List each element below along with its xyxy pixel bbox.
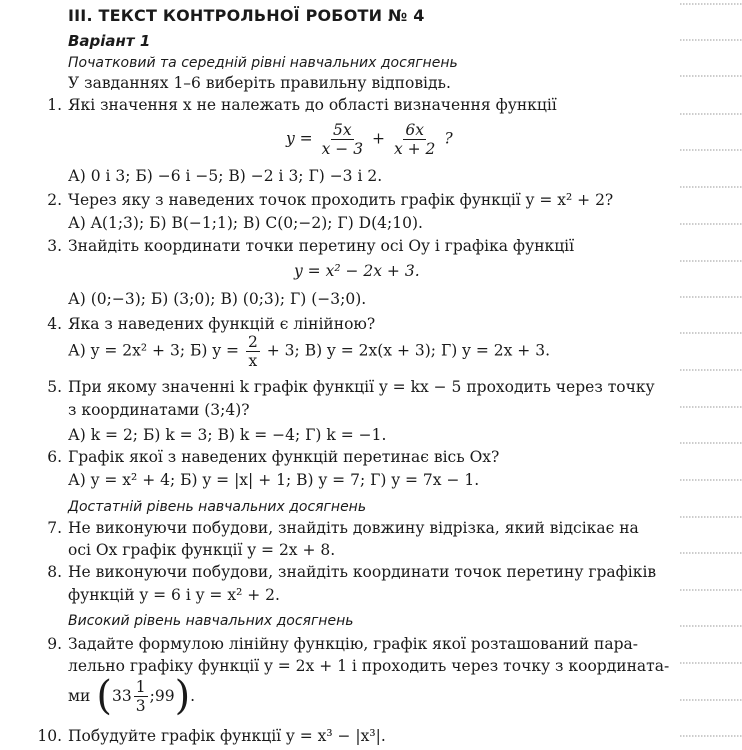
task-number: 5. <box>47 378 62 396</box>
task-1-text: Які значення x не належать до області визначення функції <box>68 96 557 114</box>
task-8-text: Не виконуючи побудови, знайдіть координати точок перетину графіків <box>68 563 657 581</box>
frac-num: 5x <box>333 121 352 139</box>
task-1-formula <box>286 121 453 158</box>
question-mark: ? <box>444 129 453 148</box>
task-number: 6. <box>47 448 62 466</box>
task-4-text: Яка з наведених функцій є лінійною? <box>68 315 376 333</box>
task-2-answers: А) A(1;3); Б) B(−1;1); В) C(0;−2); Г) D(4;10). <box>68 214 423 232</box>
task-number: 4. <box>47 315 62 333</box>
test-title: III. ТЕКСТ КОНТРОЛЬНОЇ РОБОТИ № 4 <box>68 6 425 25</box>
task-number: 7. <box>47 519 62 537</box>
task-7-text-cont: осі Ox графік функції y = 2x + 8. <box>68 541 336 559</box>
mixed-whole: 33 <box>112 687 132 705</box>
instructions: У завданнях 1–6 виберіть правильну відповідь. <box>68 74 451 92</box>
task-5-text: При якому значенні k графік функції y = kx − 5 проходить через точку <box>68 378 655 396</box>
variant-label: Варіант 1 <box>68 32 151 50</box>
task-9-text: Задайте формулою лінійну функцію, графік якої розташований пара- <box>68 635 638 653</box>
paren-open: ( <box>96 673 112 719</box>
point-tail: ;99 <box>149 687 175 705</box>
task-4-answers <box>68 333 550 370</box>
frac-num: 1 <box>135 677 146 696</box>
fraction <box>392 121 437 158</box>
task-9-prefix: ми <box>68 687 91 705</box>
task-number: 10. <box>37 727 62 745</box>
answer-rest: + 3; В) y = 2x(x + 3); Г) y = 2x + 3. <box>266 341 551 360</box>
task-7-text: Не виконуючи побудови, знайдіть довжину відрізка, який відсікає на <box>68 519 639 537</box>
task-6-text: Графік якої з наведених функцій перетинає вісь Ox? <box>68 448 500 466</box>
fraction <box>134 678 148 715</box>
frac-den: x <box>248 352 258 370</box>
task-5-answers: А) k = 2; Б) k = 3; В) k = −4; Г) k = −1. <box>68 426 387 444</box>
task-9-text-cont: лельно графіку функції y = 2x + 1 і проходить через точку з координата- <box>68 657 670 675</box>
paren-close: ) <box>174 673 191 719</box>
fraction <box>320 121 365 158</box>
task-2-text: Через яку з наведених точок проходить графік функції y = x² + 2? <box>68 191 614 209</box>
answer-a-b: А) y = 2x² + 3; Б) y = <box>68 341 240 360</box>
task-6-answers: А) y = x² + 4; Б) y = |x| + 1; В) y = 7; Г) y = 7x − 1. <box>68 471 480 489</box>
frac-den: x − 3 <box>321 140 364 158</box>
fraction <box>246 333 260 370</box>
task-8-text-cont: функцій y = 6 і y = x² + 2. <box>68 586 280 604</box>
task-number: 3. <box>47 237 62 255</box>
task-5-text-cont: з координатами (3;4)? <box>68 401 250 419</box>
level-sufficient-heading: Достатній рівень навчальних досягнень <box>68 499 367 515</box>
frac-num: 2 <box>247 333 258 351</box>
formula-lhs: y = <box>286 129 313 148</box>
task-3-answers: А) (0;−3); Б) (3;0); В) (0;3); Г) (−3;0). <box>68 290 367 308</box>
frac-den: x + 2 <box>393 140 436 158</box>
task-number: 8. <box>47 563 62 581</box>
task-3-formula: y = x² − 2x + 3. <box>294 262 420 280</box>
level-high-heading: Високий рівень навчальних досягнень <box>68 613 354 629</box>
period: . <box>190 687 196 705</box>
task-number: 1. <box>47 96 62 114</box>
task-3-text: Знайдіть координати точки перетину осі Oy і графіка функції <box>68 237 575 255</box>
task-10-text: Побудуйте графік функції y = x³ − |x³|. <box>68 727 386 745</box>
frac-num: 6x <box>405 121 424 139</box>
task-1-answers: А) 0 і 3; Б) −6 і −5; В) −2 і 3; Г) −3 і 2. <box>68 167 383 185</box>
task-number: 9. <box>47 635 62 653</box>
plus-sign: + <box>372 129 385 148</box>
task-9-point <box>68 673 196 719</box>
frac-den: 3 <box>135 696 146 715</box>
task-number: 2. <box>47 191 62 209</box>
level-basic-heading: Початковий та середній рівні навчальних досягнень <box>68 55 458 71</box>
